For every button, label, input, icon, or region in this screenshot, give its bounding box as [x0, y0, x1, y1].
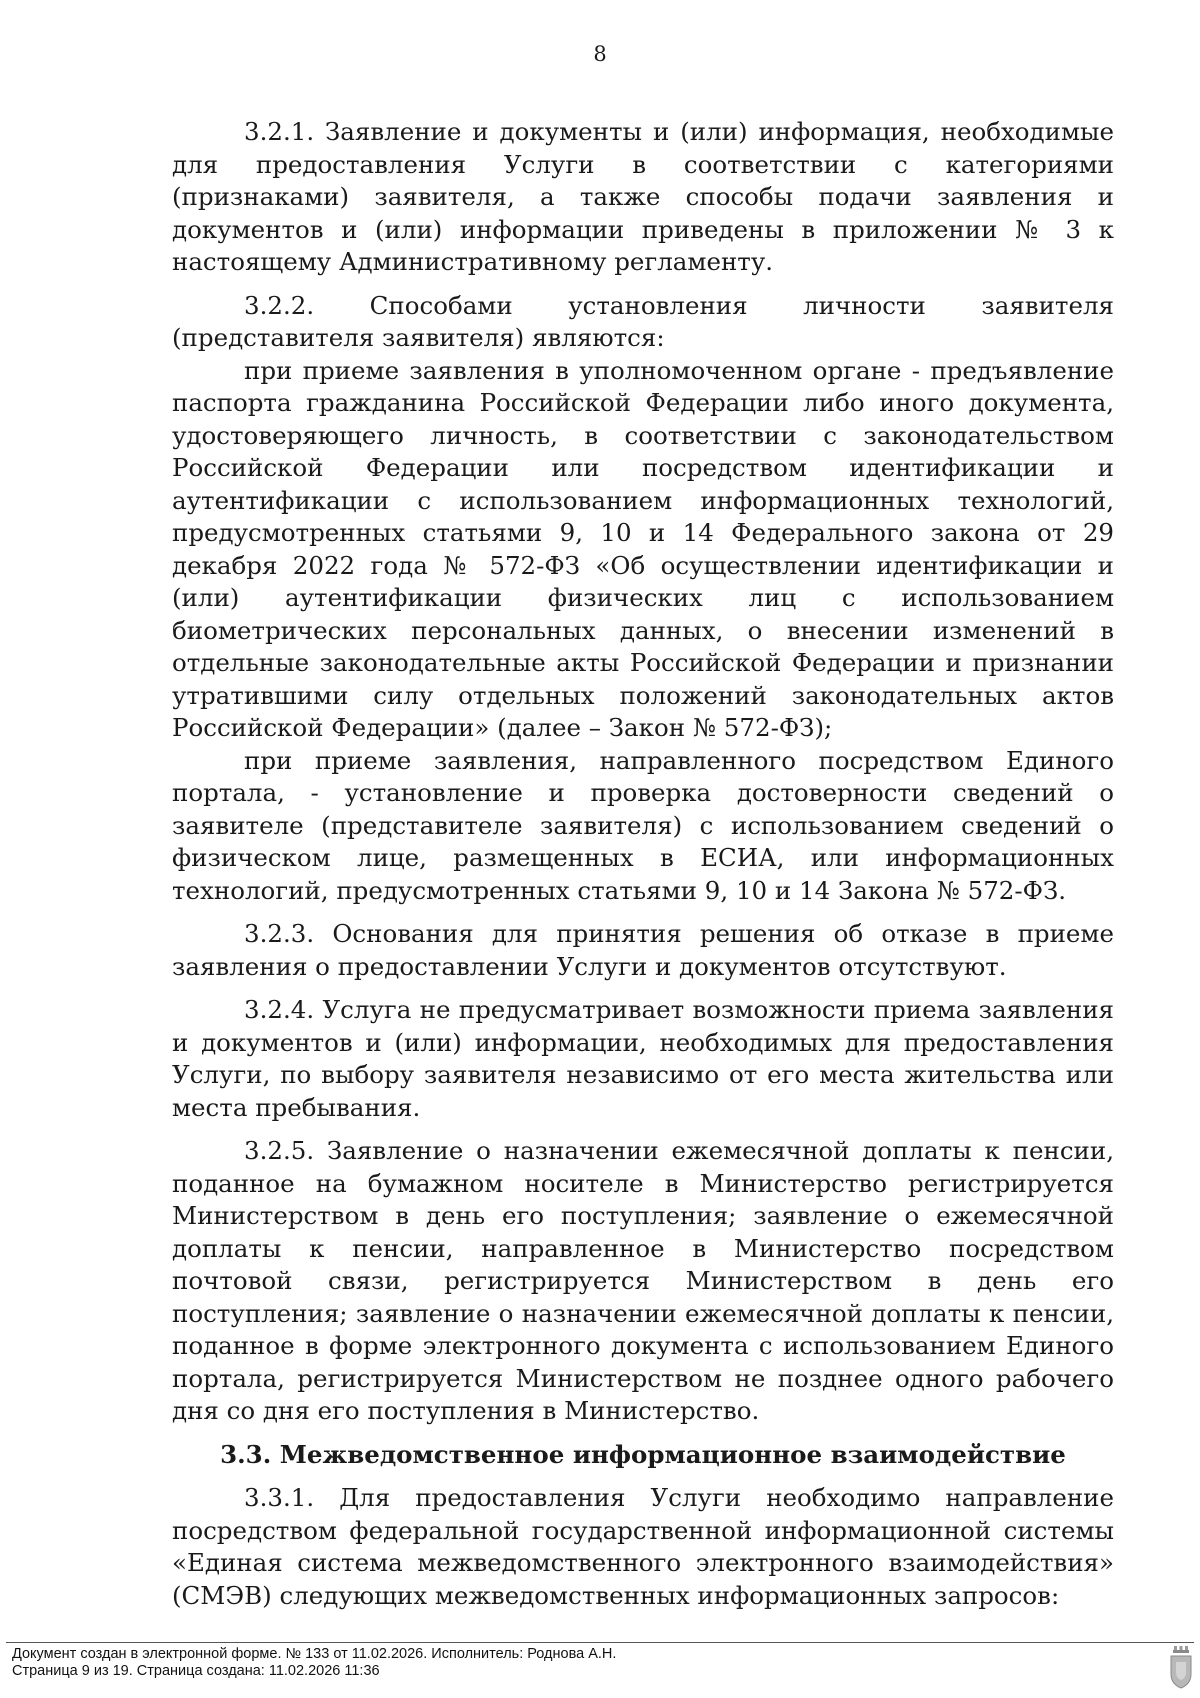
paragraph-3-2-3: 3.2.3. Основания для принятия решения об отказе в приеме заявления о предоставлении Услуги и документов отсутствуют. — [172, 919, 1114, 981]
paragraph-3-2-2: 3.2.2. Способами установления личности заявителя (представителя заявителя) являются: — [172, 290, 1114, 352]
section-heading-3-3: 3.3. Межведомственное информационное взаимодействие — [220, 1439, 1066, 1469]
paragraph-3-2-4: 3.2.4. Услуга не предусматривает возможности приема заявления и документов и (или) информации, необходимых для предоставления Услуги, по выбору заявителя независимо от его места жительства или места пребывания. — [172, 995, 1114, 1122]
paragraph-3-3-1: 3.3.1. Для предоставления Услуги необходимо направление посредством федеральной государственной информационной системы «Единая система межведомственного электронного взаимодействия» (СМЭВ) следующих межведомственных информационных запросов: — [172, 1483, 1114, 1610]
emblem-icon — [1168, 1644, 1194, 1690]
footer-divider — [6, 1642, 1194, 1643]
footer-page-info: Страница 9 из 19. Страница создана: 11.02.2026 11:36 — [12, 1663, 380, 1679]
paragraph-3-2-1: 3.2.1. Заявление и документы и (или) информация, необходимые для предоставления Услуги в соответствии с категориями (признаками) заявителя, а также способы подачи заявления и документов и (или) информации приведены в приложении № 3 к настоящему Административному регламенту. — [172, 117, 1114, 276]
paragraph-3-2-5: 3.2.5. Заявление о назначении ежемесячной доплаты к пенсии, поданное на бумажном носителе в Министерство регистрируется Министерством в день его поступления; заявление о ежемесячной доплаты к пенсии, направленное в Министерство посредством почтовой связи, регистрируется Министерством в день его поступления; заявление о назначении ежемесячной доплаты к пенсии, поданное в форме электронного документа с использованием Единого портала, регистрируется Министерством не позднее одного рабочего дня со дня его поступления в Министерство. — [172, 1136, 1114, 1425]
document-footer — [12, 1646, 616, 1680]
paragraph-identification-portal: при приеме заявления, направленного посредством Единого портала, - установление и проверка достоверности сведений о заявителе (представителе заявителя) с использованием сведений о физическом лице, размещенных в ЕСИА, или информационных технологий, предусмотренных статьями 9, 10 и 14 Закона № 572-ФЗ. — [172, 745, 1114, 905]
page-number: 8 — [593, 42, 607, 66]
document-body — [172, 116, 1114, 1623]
footer-document-info: Документ создан в электронной форме. № 133 от 11.02.2026. Исполнитель: Роднова А.Н. — [12, 1646, 617, 1662]
paragraph-identification-authority: при приеме заявления в уполномоченном органе - предъявление паспорта гражданина Российской Федерации либо иного документа, удостоверяющего личность, в соответствии с законодательством Российской Федерации или посредством идентификации и аутентификации с использованием информационных технологий, предусмотренных статьями 9, 10 и 14 Федерального закона от 29 декабря 2022 года № 572-ФЗ «Об осуществлении идентификации и (или) аутентификации физических лиц с использованием биометрических персональных данных, о внесении изменений в отдельные законодательные акты Российской Федерации и признании утратившими силу отдельных положений законодательных актов Российской Федерации» (далее – Закон № 572-ФЗ); — [172, 355, 1114, 742]
